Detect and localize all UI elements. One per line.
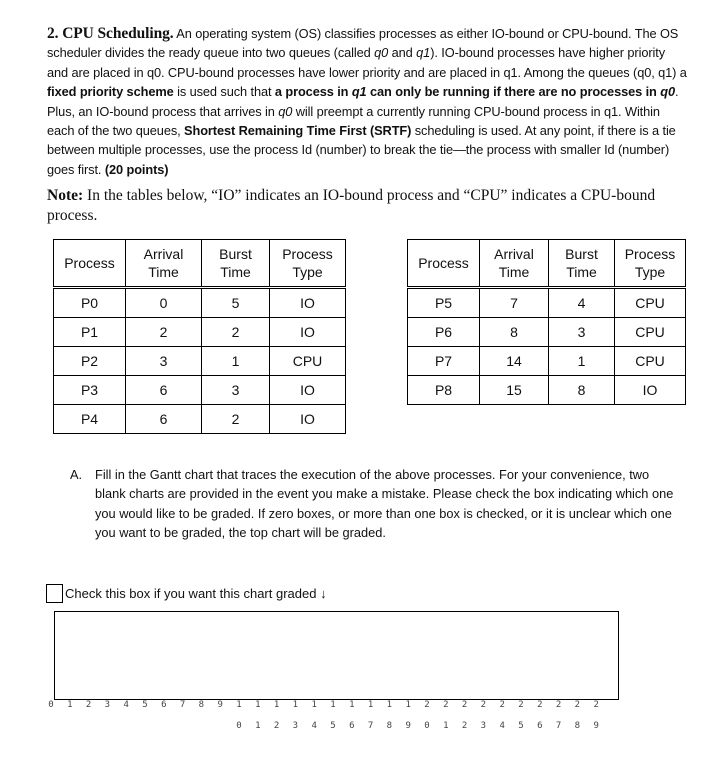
axis-tick-label: 2 — [480, 700, 487, 710]
axis-tick-label: 1 — [386, 700, 393, 710]
axis-tick-label: 3 — [480, 721, 487, 731]
points-label: (20 points) — [104, 161, 169, 177]
gantt-chart-box[interactable] — [54, 611, 619, 700]
axis-tick-label: 3 — [292, 721, 299, 731]
axis-tick-label: 5 — [142, 700, 148, 710]
axis-tick-label: 8 — [574, 721, 581, 731]
axis-tick-label: 7 — [179, 700, 186, 710]
header-burst: Burst Time — [549, 240, 615, 288]
axis-tick-label: 7 — [555, 721, 562, 731]
note — [47, 186, 687, 226]
axis-tick-label: 1 — [349, 700, 355, 710]
axis-tick-label: 8 — [386, 721, 393, 731]
header-arrival: Arrival Time — [480, 240, 549, 288]
axis-tick-label: 2 — [461, 721, 468, 731]
question-text: 2. CPU Scheduling. An operating system (OS) classifies processes as either IO-bound or CPU-bound. The OS scheduler divides the ready queue into two queues (called q0 and q1). IO-bound processes have higher priority and are placed in q0. CPU-bound processes have lower priority and are placed in q1. Among the queues (q0, q1) a fixed priority scheme is used such that a process in q1 can only be running if there are no processes in q0. Plus, an IO-bound process that arrives in q0 will preempt a currently running CPU-bound process in q1. Within each of the two queues, Shortest Remaining Time First (SRTF) scheduling is used. At any point, if there is a tie between multiple processes, use the process Id (number) to break the tie—the process with smaller Id (number) goes first. (20 points) — [47, 25, 687, 177]
gantt-axis-tens — [0, 700, 716, 712]
header-burst: Burst Time — [202, 240, 270, 288]
note-text: In the tables below, “IO” indicates an IO-bound process and “CPU” indicates a CPU-bound process. — [47, 187, 656, 224]
axis-tick-label: 1 — [367, 700, 374, 710]
table-row: P0 0 5 IO — [54, 288, 346, 318]
header-process: Process — [54, 240, 126, 288]
part-a-text: Fill in the Gantt chart that traces the execution of the above processes. For your convenience, two blank charts are provided in the event you make a mistake. Please check the box indicating which one you would like to be graded. If zero boxes, or more than one box is checked, or it is unclear which one you want to be graded, the top chart will be graded. — [95, 467, 674, 540]
table-row: P6 8 3 CPU — [408, 318, 686, 347]
grade-check-row — [46, 584, 327, 603]
axis-tick-label: 1 — [311, 700, 317, 710]
header-process: Process — [408, 240, 480, 288]
axis-tick-label: 2 — [424, 700, 430, 710]
part-a-letter: A. — [70, 467, 83, 482]
axis-tick-label: 2 — [537, 700, 543, 710]
axis-tick-label: 8 — [198, 700, 205, 710]
header-type: Process Type — [615, 240, 686, 288]
axis-tick-label: 6 — [537, 721, 543, 731]
table-row: P4 6 2 IO — [54, 405, 346, 434]
table-row: P3 6 3 IO — [54, 376, 346, 405]
axis-tick-label: 0 — [48, 700, 54, 710]
table-row: P5 7 4 CPU — [408, 288, 686, 318]
header-type: Process Type — [270, 240, 346, 288]
axis-tick-label: 7 — [367, 721, 374, 731]
grade-checkbox-label: Check this box if you want this chart graded ↓ — [65, 586, 327, 601]
axis-tick-label: 9 — [217, 700, 223, 710]
axis-tick-label: 1 — [292, 700, 299, 710]
axis-tick-label: 2 — [85, 700, 92, 710]
axis-tick-label: 2 — [593, 700, 599, 710]
axis-tick-label: 5 — [518, 721, 524, 731]
axis-tick-label: 9 — [593, 721, 599, 731]
axis-tick-label: 0 — [236, 721, 242, 731]
axis-tick-label: 4 — [123, 700, 129, 710]
axis-tick-label: 9 — [405, 721, 411, 731]
axis-tick-label: 0 — [424, 721, 430, 731]
axis-tick-label: 1 — [273, 700, 280, 710]
process-table-right — [407, 239, 686, 405]
axis-tick-label: 2 — [555, 700, 562, 710]
axis-tick-label: 2 — [499, 700, 505, 710]
axis-tick-label: 1 — [255, 721, 261, 731]
axis-tick-label: 3 — [104, 700, 111, 710]
axis-tick-label: 2 — [273, 721, 280, 731]
table-row: P7 14 1 CPU — [408, 347, 686, 376]
axis-tick-label: 1 — [255, 700, 261, 710]
table-row: P1 2 2 IO — [54, 318, 346, 347]
note-label: Note: — [47, 187, 84, 204]
axis-tick-label: 1 — [443, 721, 449, 731]
axis-tick-label: 1 — [330, 700, 336, 710]
table-row: P8 15 8 IO — [408, 376, 686, 405]
axis-tick-label: 2 — [461, 700, 468, 710]
axis-tick-label: 2 — [443, 700, 449, 710]
part-a — [70, 465, 680, 542]
axis-tick-label: 2 — [518, 700, 524, 710]
axis-tick-label: 6 — [349, 721, 355, 731]
process-table-left — [53, 239, 346, 434]
axis-tick-label: 1 — [67, 700, 73, 710]
axis-tick-label: 1 — [405, 700, 411, 710]
axis-tick-label: 4 — [311, 721, 317, 731]
grade-checkbox[interactable] — [46, 584, 63, 603]
axis-tick-label: 1 — [236, 700, 242, 710]
question-heading: 2. CPU Scheduling. — [47, 25, 174, 42]
gantt-axis-ones — [0, 721, 716, 733]
table-row: P2 3 1 CPU — [54, 347, 346, 376]
axis-tick-label: 5 — [330, 721, 336, 731]
axis-tick-label: 4 — [499, 721, 505, 731]
axis-tick-label: 6 — [161, 700, 167, 710]
axis-tick-label: 2 — [574, 700, 581, 710]
header-arrival: Arrival Time — [126, 240, 202, 288]
